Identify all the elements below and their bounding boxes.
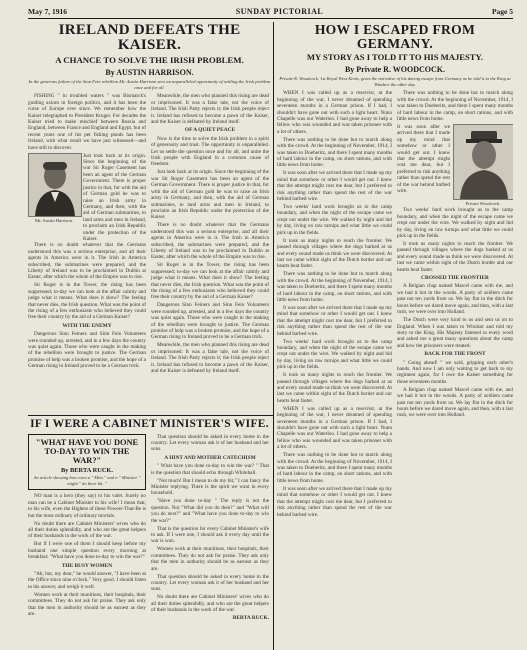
bottom-paragraph: Women work at their munitions, their hospitals, their committees. They do not ask for praise. They ask only that the men in authority should be as earnest as they are. [151, 546, 269, 572]
left-paragraph: Sir Roger is in the Tower, the rising has been suppressed; to-day we can look at the affair calmly and judge what it means. What does it show? The feeling that never dies, the Irish question. What was the point of the rising of a few enthusiasts who believed they could free their country by the aid of a German Kaiser? [28, 282, 146, 321]
right-paragraph: The Dutch were very kind to us and sent us on to England. When I was taken to Windsor and told my story to the King, His Majesty listened to every word and asked me a great many questions about the camp and how the prisoners were treated. [397, 317, 513, 349]
right-paragraph: It took us many nights to reach the frontier. We passed through villages where the dogs barked at us and every sound made us think we were discovered. At last we came within sight of the Dutch border and our hearts beat faster. [277, 237, 392, 270]
bottom-paragraph: NO man is a hero (they say) to his valet. Surely no man can be a Cabinet Minister to his wife! I mean that, to his wife, even the Highest of these Powers-That-Be is but the most ordinary of ordinary mortals. [28, 493, 146, 519]
right-paragraph: Two weeks' hard work brought us to the camp boundary, and when the night of the escape came we crept out under the wire. We walked by night and hid by day, living on raw turnips and what little we could pick up in the fields. [277, 338, 392, 371]
bottom-paragraph: No doubt there are Cabinet Ministers' wives who do all their duties splendidly, and who are the great helpers of their husbands in the work of the war. [151, 594, 269, 614]
right-paragraph: There was nothing to be done but to march along with the crowd. At the beginning of November, 1914, I was taken to Doeberitz, and there I spent many months of hard labour in the camp, on short rations, and with little news from home. [397, 90, 513, 123]
bottom-column-2 [151, 434, 269, 622]
left-intro: In the generous failure of the Sinn Fein rebellion Mr. Austin Harrison sees an unparalleled opportunity of settling the Irish problem once and for all. [28, 79, 271, 90]
private-woodcock-photo [453, 124, 513, 200]
bottom-paragraph: That question should be asked in every home in the country. Let every woman ask it of her husband and her sons. [151, 433, 269, 453]
left-paragraph: Just look back at its origin. Since the beginning of the war Sir Roger Casement has been an agent of the German Government. There is proper justice in that, for with the aid of German gold he was to raise an Irish army in Germany, and then, with the aid of German submarines, to land arms and men in Ireland, to proclaim an Irish Republic under the protection of the Kaiser. [83, 152, 146, 242]
bottom-headline: IF I WERE A CABINET MINISTER'S WIFE. [30, 419, 269, 430]
right-paragraph: A Belgian chap named Marcel came with me, and we had it hot in the woods. A party of soldiers came past not ten yards from us. We lay flat in the ditch for hours before we dared move again, and then, with a last rush, we were over into Holland. [397, 283, 513, 316]
bottom-paragraph: " What have you done to-day to win the war? " That is the question that should echo through Whitehall. [151, 463, 269, 476]
center-column-rule [273, 22, 274, 650]
left-paragraph: Meanwhile, the men who planned this rising are dead or imprisoned. It was a false tale, not the voice of Ireland. The Irish Party rejects it; the Irish people reject it. Ireland has refused to become a pawn of the Kaiser, and the Kaiser is defeated by Ireland itself. [151, 93, 269, 126]
left-subhead: A CHANCE TO SOLVE THE IRISH PROBLEM. [55, 55, 244, 65]
left-paragraph: Dangerous Sinn Feiners and Sinn Fein Volunteers were rounded up, arrested, and in a few days the country was quiet again. Those who were caught in the making of the rebellion were brought to justice. The German promise of help was a broken promise, and the hope of a German rising in Ireland proved to be a German trick. [151, 302, 269, 341]
left-paragraph: Just look back at its origin. Since the beginning of the war Sir Roger Casement has been an agent of the German Government. There is proper justice in that, for with the aid of German gold he was to raise an Irish army in Germany, and then, with the aid of German submarines, to land arms and men in Ireland, to proclaim an Irish Republic under the protection of the Kaiser. [151, 169, 269, 221]
right-paragraph: It was soon after we arrived there that I made up my mind that somehow or other I would get out. I knew that the attempt might cost me dear, but I preferred to risk anything rather than spend the rest of the war behind barbed wire. [277, 170, 392, 203]
section-rule [28, 415, 273, 416]
austin-harrison-photo [28, 153, 82, 217]
right-paragraph: It took us many nights to reach the frontier. We passed through villages where the dogs barked at us and every sound made us think we were discovered. At last we came within sight of the Dutch border and our hearts beat faster. [277, 372, 392, 404]
left-paragraph: Dangerous Sinn Feiners and Sinn Fein Volunteers were rounded up, arrested, and in a few days the country was quiet again. Those who were caught in the making of the rebellion were brought to justice. The German promise of help was a broken promise, and the hope of a German rising in Ireland proved to be a German trick. [28, 331, 146, 370]
right-headline: HOW I ESCAPED FROM GERMANY. [314, 23, 476, 51]
right-column-1 [277, 90, 392, 519]
right-byline: By Private R. WOODCOCK. [344, 65, 446, 75]
right-paragraph: There was nothing to be done but to march along with the crowd. At the beginning of November, 1914, I was taken to Doeberitz, and there I spent many months of hard labour in the camp, on short rations, and with little news from home. [277, 136, 392, 169]
right-paragraph: It was soon after we arrived there that I made up my mind that somehow or other I would get out. I knew that the attempt might cost me dear, but I preferred to risk anything rather than spend the rest of the war behind barbed wire. [397, 124, 450, 195]
left-subheading-2: OF A QUIET PEACE [184, 127, 236, 134]
right-paragraph: WHEN I was called up as a reservist, at the beginning of the war, I never dreamed of spending seventeen months in a German prison. If I had, I shouldn't have gone out with such a light heart. Nunn Chapelle was our Waterloo. I had gone away to help a fellow who was wounded and was taken prisoner with a lot of others. [277, 90, 392, 135]
right-paragraph: It took us many nights to reach the frontier. We passed through villages where the dogs barked at us and every sound made us think we were discovered. At last we came within sight of the Dutch border and our hearts beat faster. [397, 241, 513, 273]
left-paragraph: Meanwhile, the men who planned this rising are dead or imprisoned. It was a false tale, not the voice of Ireland. The Irish Party rejects it; the Irish people reject it. Ireland has refused to become a pawn of the Kaiser, and the Kaiser is defeated by Ireland itself. [151, 342, 269, 375]
right-article [277, 23, 513, 648]
bottom-intro: An article showing how even a " Miss " and a " Minister " might " do their bit. " [33, 475, 141, 486]
private-woodcock-caption: Private Woodcock. [465, 201, 501, 207]
right-subheading-1: CROSSED THE FRONTIER [421, 275, 489, 282]
pull-quote-box [28, 434, 146, 491]
bottom-column-1 [28, 434, 146, 622]
pull-quote-title: "WHAT HAVE YOU DONE TO-DAY TO WIN THE WAR?" [35, 437, 139, 465]
left-paragraph: There is no doubt whatever that the Germans understood this was a serious enterprise, and all their agents in America were in it. The Irish in America subscribed, the submarines were prepared, and the Liberty of Ireland was to be proclaimed in Dublin at Easter, after which the whole of the Empire was to rise. [151, 222, 269, 261]
left-paragraph: FISHING " in troubled waters " was Bismarck's guiding axiom in foreign politics, and it has been the curse of Europe ever since. We remember how the Kaiser telegraphed to President Kruger. For decades the Kaiser tried to make mischief between Russia and England, between France and England and Egypt, but of recent years one of his pet fishing ponds has been Ireland, with what result we have just witnessed—and have still to discover. [28, 93, 146, 151]
right-paragraph: A Belgian chap named Marcel came with me, and we had it hot in the woods. A party of soldiers came past not ten yards from us. We lay flat in the ditch for hours before we dared move again, and then, with a last rush, we were over into Holland. [397, 386, 513, 419]
right-paragraph: There was nothing to be done but to march along with the crowd. At the beginning of November, 1914, I was taken to Doeberitz, and there I spent many months of hard labour in the camp, on short rations, and with little news from home. [277, 452, 392, 484]
left-paragraph: Sir Roger is in the Tower, the rising has been suppressed; to-day we can look at the affair calmly and judge what it means. What does it show? The feeling that never dies, the Irish question. What was the point of the rising of a few enthusiasts who believed they could free their country by the aid of a German Kaiser? [151, 262, 269, 301]
left-subheading-1: WITH THE ENEMY [62, 322, 112, 329]
right-intro: Private R. Woodcock, 1st Royal West Kents, gives the narrative of his daring escape from Germany as he told it to the King at Windsor the other day. [279, 76, 511, 87]
issue-date: May 7, 1916 [28, 6, 67, 16]
right-paragraph: Two weeks' hard work brought us to the camp boundary, and when the night of the escape came we crept out under the wire. We walked by night and hid by day, living on raw turnips and what little we could pick up in the fields. [397, 207, 513, 240]
left-paragraph: Now is the time to solve the Irish problem in a spirit of generosity and trust. The opportunity is unparalleled. Let us settle the question once and for all, and unite the Irish people with England in a common cause of freedom. [151, 135, 269, 168]
bottom-article [28, 419, 271, 648]
left-paragraph: There is no doubt whatever that the Germans understood this was a serious enterprise, and all their agents in America were in it. The Irish in America subscribed, the submarines were prepared, and the Liberty of Ireland was to be proclaimed in Dublin at Easter, after which the whole of the Empire was to rise. [28, 242, 146, 281]
paper-name: SUNDAY PICTORIAL [235, 6, 324, 16]
right-column-2 [397, 90, 513, 519]
bottom-paragraph: That is the question for every Cabinet Minister's wife to ask. If I were one, I should ask it every day until the war is won. [151, 525, 269, 545]
running-head [28, 5, 513, 17]
right-subheading-2: BACK FOR THE FRONT [424, 351, 486, 358]
right-paragraph: It was soon after we arrived there that I made up my mind that somehow or other I would get out. I knew that the attempt might cost me dear, but I preferred to risk anything rather than spend the rest of the war behind barbed wire. [277, 485, 392, 518]
left-byline: By AUSTIN HARRISON. [105, 68, 194, 78]
right-paragraph: WHEN I was called up as a reservist, at the beginning of the war, I never dreamed of spending seventeen months in a German prison. If I had, I shouldn't have gone out with such a light heart. Nunn Chapelle was our Waterloo. I had gone away to help a fellow who was wounded and was taken prisoner with a lot of others. [277, 405, 392, 451]
bottom-paragraph: No doubt there are Cabinet Ministers' wives who do all their duties splendidly, and who are the great helpers of their husbands in the work of the war. [28, 520, 146, 540]
bottom-paragraph: Women work at their munitions, their hospitals, their committees. They do not ask for praise. They ask only that the men in authority should be as earnest as they are. [28, 591, 146, 617]
soldier-portrait-icon [454, 125, 513, 199]
portrait-icon [29, 154, 81, 216]
right-paragraph: " Going ahead! " we said, gripping each other's hands. And now I am only waiting to get back to my regiment again, for I owe the Kaiser something for those seventeen months. [397, 359, 513, 385]
right-paragraph: It was soon after we arrived there that I made up my mind that somehow or other I would get out. I knew that the attempt might cost me dear, but I preferred to risk anything rather than spend the rest of the war behind barbed wire. [277, 304, 392, 337]
bottom-byline: By BERTA RUCK. [60, 467, 114, 475]
right-paragraph: Two weeks' hard work brought us to the camp boundary, and when the night of the escape came we crept out under the wire. We walked by night and hid by day, living on raw turnips and what little we could pick up in the fields. [277, 204, 392, 236]
right-paragraph: There was nothing to be done but to march along with the crowd. At the beginning of November, 1914, I was taken to Doeberitz, and there I spent many months of hard labour in the camp, on short rations, and with little news from home. [277, 271, 392, 303]
left-column-1 [28, 93, 146, 376]
bottom-subheading-2: A HINT AND MOTHER CATECHISM [164, 454, 256, 461]
bottom-signature: BERTA RUCK. [232, 615, 269, 622]
bottom-paragraph: "Have you done to-day " The reply is not the question. Not "What did you do then?" and "What will you do next?" and "What have you done to-day to win the war?" [151, 498, 269, 524]
bottom-paragraph: "Ah, but, my dear," he would answer, "I have been at the Office since nine o'clock." Very good. I should listen to his answer, and weigh it well. [28, 570, 146, 590]
bottom-text-1 [28, 493, 146, 617]
page-number: Page 5 [491, 6, 513, 16]
left-article [28, 23, 271, 413]
bottom-paragraph: That question should be asked in every home in the country. Let every woman ask it of her husband and her sons. [151, 573, 269, 593]
right-subhead: MY STORY AS I TOLD IT TO HIS MAJESTY. [306, 52, 484, 63]
austin-harrison-caption: Mr. Austin Harrison. [34, 217, 74, 223]
bottom-paragraph: But if I were one of them I should keep before my husband one simple question every morning at breakfast: "What have you done to-day to win the war?" [28, 541, 146, 561]
header-rule [28, 18, 513, 19]
bottom-subheading-1: THE BUSY WOMEN [61, 562, 113, 569]
bottom-paragraph: "Not much! But I mean to do my bit," I can fancy the Minister replying. There is the spirit we want in every household. [151, 477, 269, 497]
left-column-2 [151, 93, 269, 376]
left-headline: IRELAND DEFEATS THE KAISER. [58, 23, 241, 53]
